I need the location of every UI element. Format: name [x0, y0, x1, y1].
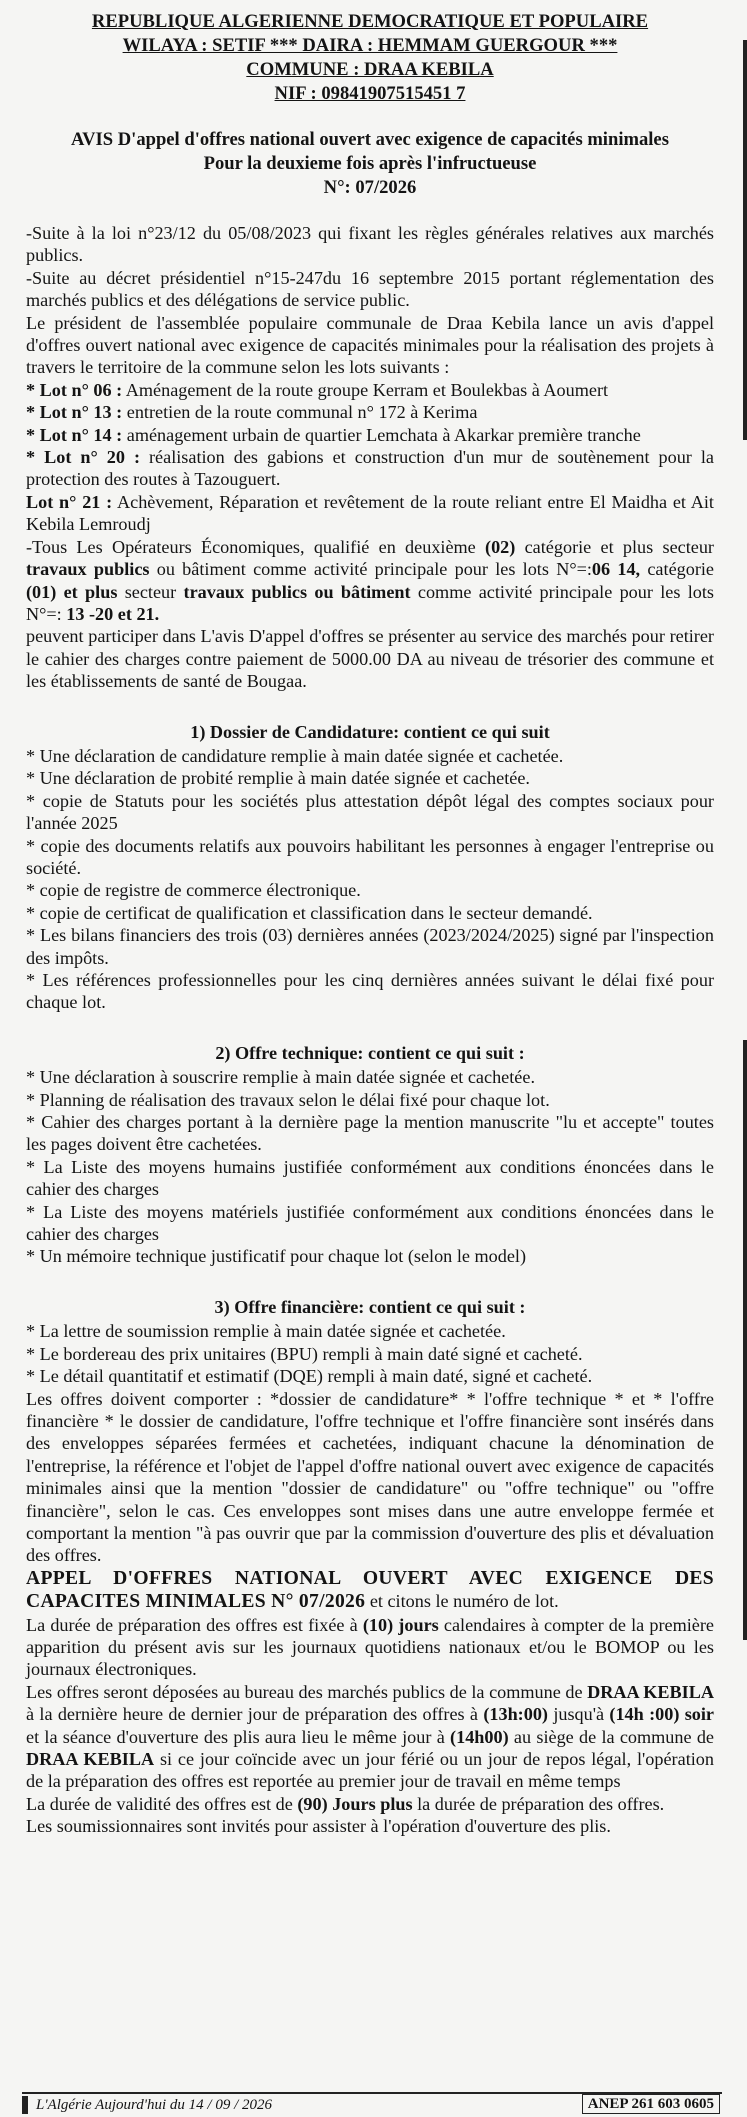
bold-run: (14h00) — [450, 1726, 509, 1747]
text-run: au siège de la commune de — [508, 1726, 714, 1747]
list-item: * La Liste des moyens humains justifiée conformément aux conditions énoncées dans le cahier des charges — [26, 1156, 714, 1200]
bold-run: (13h:00) — [483, 1704, 548, 1725]
lot-item — [26, 379, 714, 401]
lot-item — [26, 424, 714, 446]
bold-run: 13 -20 et 21. — [66, 603, 160, 624]
lot-item — [26, 491, 714, 536]
lot-item — [26, 446, 714, 491]
bold-run: (02) — [485, 536, 516, 557]
header-nif: NIF : 09841907515451 7 — [274, 83, 466, 104]
bold-run: 06 14, — [591, 559, 641, 580]
text-run: La durée de validité des offres est de — [26, 1793, 298, 1814]
notice-header — [26, 10, 714, 106]
text-run: La durée de préparation des offres est fixée à — [26, 1614, 363, 1635]
header-republic: REPUBLIQUE ALGERIENNE DEMOCRATIQUE ET POPULAIRE — [91, 11, 649, 32]
list-item: * copie des documents relatifs aux pouvoirs habilitant les personnes à engager l'entreprise ou société. — [26, 835, 714, 878]
list-item: * Planning de réalisation des travaux selon le délai fixé pour chaque lot. — [26, 1089, 550, 1110]
section-candidature-list — [26, 745, 714, 1014]
list-item: * copie de certificat de qualification et classification dans le secteur demandé. — [26, 902, 593, 923]
bold-run: travaux publics — [26, 559, 150, 580]
page-edge-line — [743, 40, 747, 440]
operators-eligibility — [26, 536, 714, 626]
list-item: * copie de registre de commerce électronique. — [26, 880, 361, 901]
title-main: AVIS D'appel d'offres national ouvert avec exigence de capacités minimales — [71, 129, 669, 150]
lot-text: Aménagement de la route groupe Kerram et Boulekbas à Aoumert — [122, 379, 609, 400]
tender-notice — [26, 10, 714, 1838]
section-technical-title: 2) Offre technique: contient ce qui suit : — [215, 1042, 525, 1063]
header-wilaya: WILAYA : SETIF *** DAIRA : HEMMAM GUERGOUR *** — [122, 35, 618, 56]
offers-deposit — [26, 1681, 714, 1793]
text-run: à la dernière heure de dernier jour de préparation des offres à — [26, 1704, 484, 1725]
list-item: * La lettre de soumission remplie à main datée signée et cachetée. — [26, 1321, 506, 1342]
text-run: ou bâtiment comme activité principale pour les lots N°=: — [149, 559, 592, 580]
list-item: * Le bordereau des prix unitaires (BPU) rempli à main daté signé et cacheté. — [26, 1343, 583, 1364]
mention-bold: APPEL D'OFFRES NATIONAL OUVERT AVEC EXIGENCE DES CAPACITES MINIMALES N° 07/2026 — [26, 1567, 714, 1613]
bold-run: DRAA KEBILA — [26, 1749, 155, 1769]
list-item: * copie de Statuts pour les sociétés plus attestation dépôt légal des comptes sociaux pour l'année 2025 — [26, 790, 714, 834]
lot-label: * Lot n° 14 : — [26, 424, 123, 445]
lot-text: réalisation des gabions et construction d'un mur de soutènement pour la protection des routes à Tazouguert. — [26, 447, 714, 490]
title-number: N°: 07/2026 — [323, 177, 417, 198]
text-run: comme activité principale pour les lots N°=: — [26, 581, 714, 624]
text-run: Les offres seront déposées au bureau des marchés publics de la commune de — [26, 1681, 588, 1702]
lot-label: * Lot n° 20 : — [26, 447, 140, 468]
section-financial-title: 3) Offre financière: contient ce qui suit : — [214, 1296, 526, 1317]
section-technical-list — [26, 1066, 714, 1268]
lot-item — [26, 401, 714, 423]
header-commune: COMMUNE : DRAA KEBILA — [246, 59, 494, 80]
text-run: secteur — [117, 581, 184, 602]
opening-invitation: Les soumissionnaires sont invités pour assister à l'opération d'ouverture des plis. — [26, 1816, 611, 1837]
list-item: * Les références professionnelles pour les cinq dernières années suivant le délai fixé pour chaque lot. — [26, 970, 714, 1013]
bold-run: (90) Jours plus — [297, 1793, 413, 1814]
page-edge-line — [743, 1040, 747, 1640]
list-item: * Un mémoire technique justificatif pour chaque lot (selon le model) — [26, 1246, 527, 1267]
lot-label: * Lot n° 13 : — [26, 402, 123, 423]
anep-reference: ANEP 261 603 0605 — [582, 2094, 720, 2114]
text-run: -Tous Les Opérateurs Économiques, qualifié en deuxième — [26, 536, 486, 557]
text-run: catégorie — [640, 559, 715, 580]
lot-label: * Lot n° 06 : — [26, 379, 123, 400]
lots-list — [26, 379, 714, 536]
bold-run: (14h :00) soir — [609, 1704, 714, 1725]
list-item: * Une déclaration de candidature remplie à main datée signée et cachetée. — [26, 745, 564, 766]
list-item: * Les bilans financiers des trois (03) dernières années (2023/2024/2025) signé par l'inspection des impôts. — [26, 925, 714, 968]
list-item: * La Liste des moyens matériels justifiée conformément aux conditions énoncées dans le cahier des charges — [26, 1201, 714, 1245]
text-run: et la séance d'ouverture des plis aura lieu le même jour à — [26, 1726, 451, 1747]
bold-run: DRAA KEBILA — [587, 1681, 714, 1702]
list-item: * Une déclaration à souscrire remplie à main datée signée et cachetée. — [26, 1067, 535, 1088]
lot-text: entretien de la route communal n° 172 à Kerima — [122, 402, 478, 423]
text-run: la durée de préparation des offres. — [412, 1793, 665, 1814]
intro-decree: -Suite au décret présidentiel n°15-247du 16 septembre 2015 portant réglementation des marchés publics et des délégations de service public. — [26, 267, 714, 311]
text-run: catégorie et plus secteur — [515, 536, 714, 557]
text-run: si ce jour coïncide avec un jour férié ou un jour de repos légal, l'opération de la préparation des offres est reportée au premier jour de travail en même temps — [26, 1749, 714, 1792]
offers-composition: Les offres doivent comporter : *dossier de candidature* * l'offre technique * et * l'offre financière * le dossier de candidature, l'offre technique et l'offre financière sont insérés dans des enveloppes séparées fermées et cachetées, indiquant chacune la dénomination de l'entreprise, la référence et l'objet de l'appel d'offre national ouvert avec exigence de capacités minimales ainsi que la mention "dossier de candidature" ou "offre technique" ou "offre financière", selon le cas. Ces enveloppes sont mises dans une autre enveloppe fermée et comportant la mention "à pas ouvrir que par la commission d'ouverture des plis et dévaluation des offres. — [26, 1388, 714, 1566]
text-run: jusqu'à — [548, 1704, 610, 1725]
lot-label: Lot n° 21 : — [26, 491, 113, 512]
list-item: * Cahier des charges portant à la dernière page la mention manuscrite "lu et accepte" toutes les pages doivent être cachetées. — [26, 1112, 714, 1155]
title-second-time: Pour la deuxieme fois après l'infructueuse — [203, 153, 537, 174]
preparation-duration — [26, 1614, 714, 1681]
intro-announcement: Le président de l'assemblée populaire communale de Draa Kebila lance un avis d'appel d'offres ouvert national avec exigence de capacités minimales pour la réalisation des projets à travers le territoire de la commune selon les lots suivants : — [26, 312, 714, 378]
lot-text: aménagement urbain de quartier Lemchata à Akarkar première tranche — [122, 424, 641, 445]
text-run: calendaires à compter de la première apparition du présent avis sur les journaux quotidiens nationaux et/ou le BOMOP ou les journaux électroniques. — [26, 1614, 714, 1680]
notice-footer — [22, 2092, 722, 2116]
section-candidature-title: 1) Dossier de Candidature: contient ce qui suit — [190, 721, 550, 742]
publication-source: L'Algérie Aujourd'hui du 14 / 09 / 2026 — [22, 2096, 272, 2114]
specifications-retrieval: peuvent participer dans L'avis D'appel d'offres se présenter au service des marchés pour retirer le cahier des charges contre paiement de 5000.00 DA au niveau de trésorier des commune et les établissements de santé de Bougaa. — [26, 626, 714, 692]
list-item: * Le détail quantitatif et estimatif (DQE) rempli à main daté, signé et cacheté. — [26, 1366, 593, 1387]
list-item: * Une déclaration de probité remplie à main datée signée et cachetée. — [26, 768, 530, 789]
notice-title — [26, 128, 714, 200]
intro-law: -Suite à la loi n°23/12 du 05/08/2023 qui fixant les règles générales relatives aux marchés publics. — [26, 223, 714, 266]
intro-block — [26, 222, 714, 379]
lot-text: Achèvement, Réparation et revêtement de la route reliant entre El Maidha et Ait Kebila Lemroudj — [26, 491, 714, 535]
bold-run: (10) jours — [362, 1614, 439, 1635]
bold-run: travaux publics ou bâtiment — [183, 581, 411, 602]
section-financial-list — [26, 1320, 714, 1387]
offers-validity — [26, 1793, 714, 1815]
mention-tail: et citons le numéro de lot. — [365, 1591, 559, 1612]
bold-run: (01) et plus — [26, 581, 118, 602]
envelope-mention — [26, 1567, 714, 1614]
